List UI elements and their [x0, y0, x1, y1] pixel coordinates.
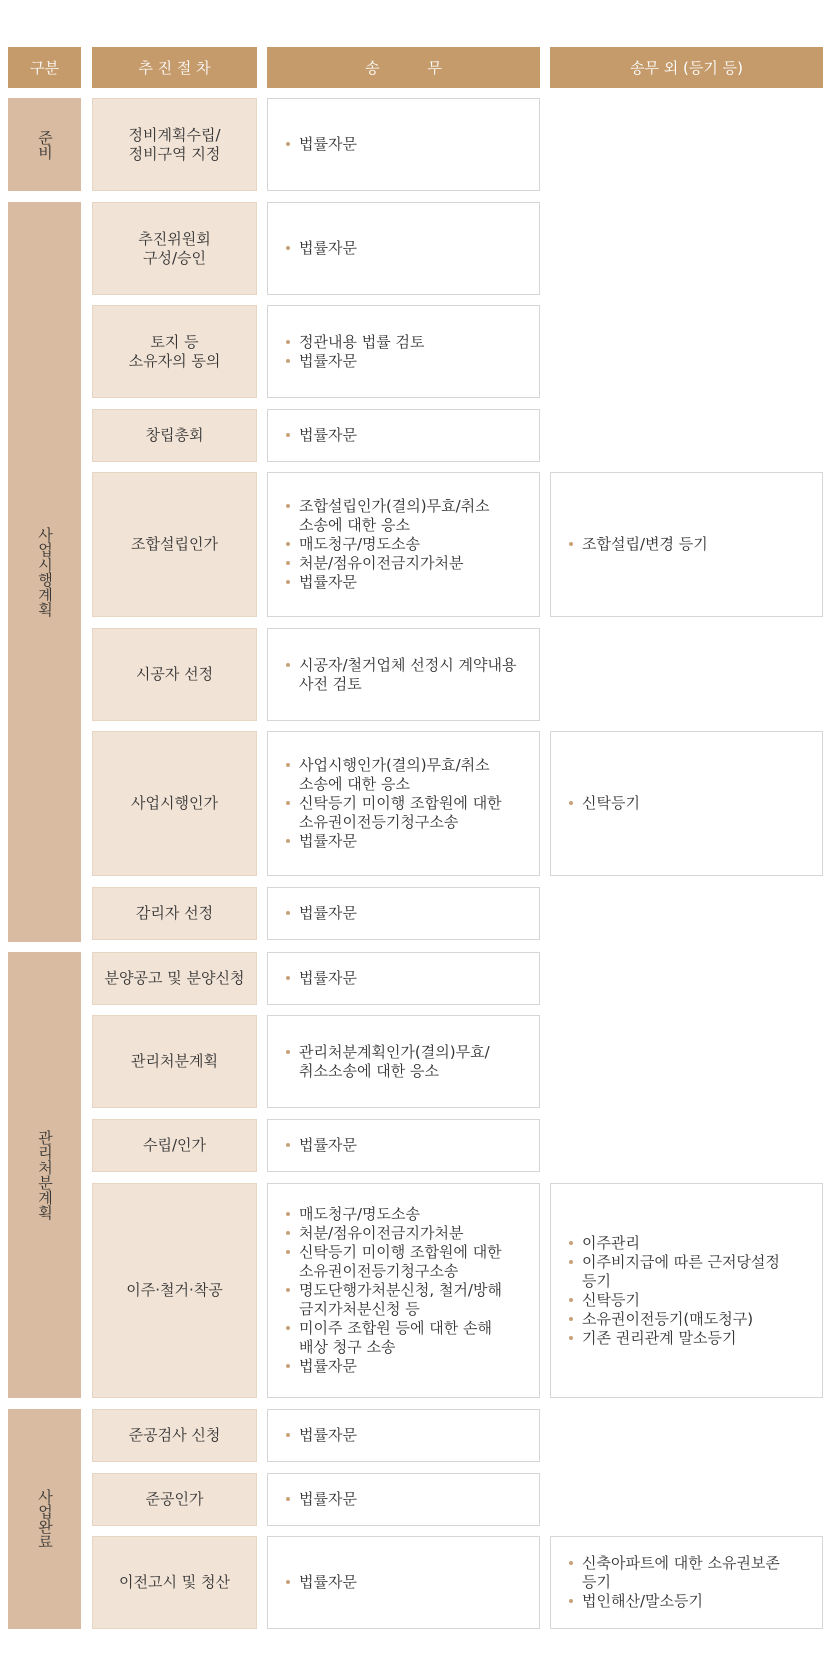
list-item: 조합설립/변경 등기 — [569, 535, 804, 554]
litigation-cell — [267, 98, 540, 191]
list-item: 신축아파트에 대한 소유권보존 등기 — [569, 1554, 804, 1592]
list-item: 신탁등기 미이행 조합원에 대한 소유권이전등기청구소송 — [286, 794, 521, 832]
list-item: 법률자문 — [286, 352, 521, 371]
header-category: 구분 — [8, 47, 81, 88]
list-item: 법률자문 — [286, 1573, 521, 1592]
litigation-cell — [267, 1536, 540, 1629]
list-item: 매도청구/명도소송 — [286, 1205, 521, 1224]
list-item: 법률자문 — [286, 239, 521, 258]
list-item: 법률자문 — [286, 1136, 521, 1155]
list-item: 처분/점유이전금지가처분 — [286, 554, 521, 573]
litigation-cell — [267, 731, 540, 876]
list-item: 법률자문 — [286, 135, 521, 154]
other-cell — [550, 472, 823, 617]
list-item: 법률자문 — [286, 969, 521, 988]
litigation-cell — [267, 1119, 540, 1172]
list-item: 명도단행가처분신청, 철거/방해 금지가처분신청 등 — [286, 1281, 521, 1319]
litigation-cell — [267, 628, 540, 721]
litigation-cell — [267, 887, 540, 940]
step-label: 추진위원회 구성/승인 — [92, 202, 257, 295]
header-procedure: 추 진 절 차 — [92, 47, 257, 88]
list-item: 법률자문 — [286, 1490, 521, 1509]
list-item: 소유권이전등기(매도청구) — [569, 1310, 804, 1329]
header-litigation: 송 무 — [267, 47, 540, 88]
phase-project-plan: 사업시행계획 — [8, 202, 81, 942]
step-label: 시공자 선정 — [92, 628, 257, 721]
step-label: 조합설립인가 — [92, 472, 257, 617]
list-item: 신탁등기 — [569, 1291, 804, 1310]
list-item: 사업시행인가(결의)무효/취소 소송에 대한 응소 — [286, 756, 521, 794]
list-item: 매도청구/명도소송 — [286, 535, 521, 554]
list-item: 법률자문 — [286, 904, 521, 923]
litigation-cell — [267, 952, 540, 1005]
phase-management-plan: 관리처분계획 — [8, 952, 81, 1398]
list-item: 법률자문 — [286, 426, 521, 445]
litigation-cell — [267, 1183, 540, 1398]
list-item: 이주관리 — [569, 1234, 804, 1253]
list-item: 관리처분계획인가(결의)무효/ 취소소송에 대한 응소 — [286, 1043, 521, 1081]
list-item: 신탁등기 미이행 조합원에 대한 소유권이전등기청구소송 — [286, 1243, 521, 1281]
list-item: 법률자문 — [286, 573, 521, 592]
other-cell — [550, 1183, 823, 1398]
header-other: 송무 외 (등기 등) — [550, 47, 823, 88]
litigation-cell — [267, 1409, 540, 1462]
step-label: 수립/인가 — [92, 1119, 257, 1172]
phase-preparation: 준비 — [8, 98, 81, 191]
step-label: 준공인가 — [92, 1473, 257, 1526]
phase-completion: 사업완료 — [8, 1409, 81, 1629]
list-item: 처분/점유이전금지가처분 — [286, 1224, 521, 1243]
step-label: 준공검사 신청 — [92, 1409, 257, 1462]
litigation-cell — [267, 1015, 540, 1108]
step-label: 관리처분계획 — [92, 1015, 257, 1108]
list-item: 신탁등기 — [569, 794, 804, 813]
other-cell — [550, 1536, 823, 1629]
litigation-cell — [267, 409, 540, 462]
list-item: 기존 권리관계 말소등기 — [569, 1329, 804, 1348]
list-item: 조합설립인가(결의)무효/취소 소송에 대한 응소 — [286, 497, 521, 535]
list-item: 법률자문 — [286, 1426, 521, 1445]
step-label: 이주·철거·착공 — [92, 1183, 257, 1398]
step-label: 감리자 선정 — [92, 887, 257, 940]
step-label: 정비계획수립/ 정비구역 지정 — [92, 98, 257, 191]
list-item: 법률자문 — [286, 832, 521, 851]
list-item: 시공자/철거업체 선정시 계약내용 사전 검토 — [286, 656, 521, 694]
litigation-cell — [267, 472, 540, 617]
list-item: 미이주 조합원 등에 대한 손해 배상 청구 소송 — [286, 1319, 521, 1357]
step-label: 토지 등 소유자의 동의 — [92, 305, 257, 398]
litigation-cell — [267, 1473, 540, 1526]
list-item: 이주비지급에 따른 근저당설정 등기 — [569, 1253, 804, 1291]
step-label: 창립총회 — [92, 409, 257, 462]
step-label: 분양공고 및 분양신청 — [92, 952, 257, 1005]
list-item: 법률자문 — [286, 1357, 521, 1376]
list-item: 정관내용 법률 검토 — [286, 333, 521, 352]
list-item: 법인해산/말소등기 — [569, 1592, 804, 1611]
litigation-cell — [267, 202, 540, 295]
step-label: 이전고시 및 청산 — [92, 1536, 257, 1629]
litigation-cell — [267, 305, 540, 398]
step-label: 사업시행인가 — [92, 731, 257, 876]
other-cell — [550, 731, 823, 876]
